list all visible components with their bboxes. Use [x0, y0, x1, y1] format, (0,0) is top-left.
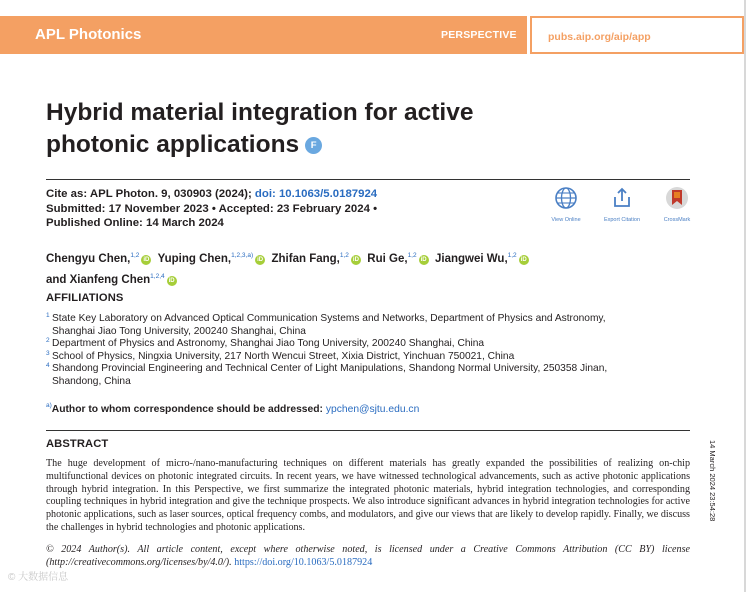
affiliation-text: Shandong Provincial Engineering and Technical Center of Light Manipulations, Shandong Normal University, 250358 Jinan, — [52, 363, 608, 375]
globe-icon — [554, 186, 578, 210]
author-affiliation: 1,2,3,a) — [231, 252, 254, 259]
affiliation-text-cont: Shanghai Jiao Tong University, 200240 Shanghai, China — [52, 325, 306, 337]
view-online-button[interactable] — [546, 186, 586, 223]
page-edge — [744, 0, 746, 592]
abstract-text: The huge development of micro-/nano-manufacturing techniques on different materials has greatly expanded the possibilities of realizing on-chip multifunctional devices on photonic integrated circuits. In recent years, we have witnessed technological advancements, such as active photonic applications through hybrid integration. In this Perspective, we first summarize the integrated photonic materials, hybrid integration technologies, and corresponding coupling techniques in hybrid integration and give the technique prospects. We also introduce significant advances in hybrid integration technologies for active photonic applications, such as laser sources, optical frequency combs, and modulators, and give our views that are likely to develop rapidly. Finally, we discuss the challenges in hybrid technologies and photonic applications. — [46, 458, 690, 533]
author-affiliation: 1,2 — [507, 252, 517, 259]
author[interactable] — [272, 253, 361, 265]
license-text: © 2024 Author(s). All article content, except where otherwise noted, is licensed under a Creative Commons Attribution (CC BY) license (http://creativecommons.org/licenses/by/4.0/). — [46, 544, 690, 568]
journal-name[interactable]: APL Photonics — [35, 26, 142, 43]
article-title-text: Hybrid material integration for active photonic applications — [46, 99, 474, 158]
cite-as: Cite as: APL Photon. 9, 030903 (2024); — [46, 188, 252, 200]
orcid-icon[interactable]: iD — [352, 257, 359, 263]
correspondence-label: Author to whom correspondence should be addressed: — [51, 404, 323, 415]
affiliation-number: 3 — [46, 349, 50, 357]
author-name: Rui Ge, — [367, 253, 408, 265]
license-statement — [46, 544, 690, 570]
journal-url-link[interactable]: pubs.aip.org/aip/app — [548, 31, 651, 43]
affiliation-number: 4 — [46, 362, 50, 370]
orcid-icon[interactable]: iD — [168, 278, 175, 284]
author-affiliation: 1,2 — [339, 252, 349, 259]
dates-line-2: Published Online: 14 March 2024 — [46, 217, 224, 229]
orcid-icon[interactable]: iD — [143, 257, 150, 263]
orcid-icon[interactable]: iD — [257, 257, 264, 263]
divider — [46, 430, 690, 431]
affiliation-text: Department of Physics and Astronomy, Shanghai Jiao Tong University, 200240 Shanghai, China — [52, 338, 485, 350]
author-affiliation: 1,2 — [130, 252, 140, 259]
affiliation-text: School of Physics, Ningxia University, 217 North Wencui Street, Xixia District, Yinchuan 750021, China — [52, 350, 515, 362]
correspondence-line — [46, 402, 419, 415]
author-affiliation: 1,2,4 — [150, 273, 165, 280]
orcid-icon[interactable]: iD — [420, 257, 427, 263]
export-icon — [610, 186, 634, 210]
license-doi-link[interactable]: https://doi.org/10.1063/5.0187924 — [234, 556, 373, 568]
citation-block — [46, 187, 377, 231]
affiliation-number: 1 — [46, 312, 50, 319]
watermark: © 大数据信息 — [8, 572, 69, 583]
article-title — [46, 97, 566, 161]
article-type: PERSPECTIVE — [441, 29, 517, 41]
author-name: Zhifan Fang, — [271, 253, 340, 265]
affiliations-list — [46, 313, 686, 389]
doi-link[interactable]: doi: 10.1063/5.0187924 — [254, 188, 378, 200]
orcid-icon[interactable]: iD — [520, 257, 527, 263]
author[interactable] — [435, 253, 529, 265]
affiliation-text-cont: Shandong, China — [52, 375, 131, 387]
affiliation-item — [46, 338, 686, 351]
download-timestamp: 14 March 2024 23:54:28 — [708, 440, 717, 522]
affiliation-item — [46, 363, 686, 388]
view-online-label: View Online — [551, 217, 581, 223]
author[interactable] — [158, 253, 266, 265]
affiliation-number: 2 — [46, 337, 50, 345]
author-name: and Xianfeng Chen — [46, 274, 151, 286]
affiliation-text: State Key Laboratory on Advanced Optical Communication Systems and Networks, Department of Physics and Astronomy, — [52, 313, 606, 324]
author[interactable] — [46, 253, 151, 265]
author-affiliation: 1,2 — [407, 252, 417, 259]
author-name: Jiangwei Wu, — [435, 253, 508, 265]
correspondence-email-link[interactable]: ypchen@sjtu.edu.cn — [325, 404, 420, 415]
crossmark-icon — [665, 186, 689, 210]
author-name: Yuping Chen, — [157, 253, 232, 265]
affiliation-item — [46, 313, 686, 338]
author[interactable] — [46, 274, 177, 286]
author-name: Chengyu Chen, — [46, 253, 131, 265]
export-citation-button[interactable] — [602, 186, 642, 223]
export-citation-label: Export Citation — [603, 217, 641, 223]
author[interactable] — [367, 253, 428, 265]
correspondence-marker: a) — [46, 402, 52, 409]
abstract-heading: ABSTRACT — [46, 438, 109, 450]
crossmark-button[interactable] — [657, 186, 697, 223]
divider — [46, 179, 690, 180]
affiliation-item — [46, 351, 686, 364]
dates-line-1: Submitted: 17 November 2023 • Accepted: 23 February 2024 • — [46, 202, 378, 215]
affiliations-heading: AFFILIATIONS — [46, 292, 124, 304]
crossmark-label: CrossMark — [663, 217, 691, 223]
author-list — [46, 247, 666, 289]
featured-badge-icon[interactable]: F — [305, 137, 322, 154]
